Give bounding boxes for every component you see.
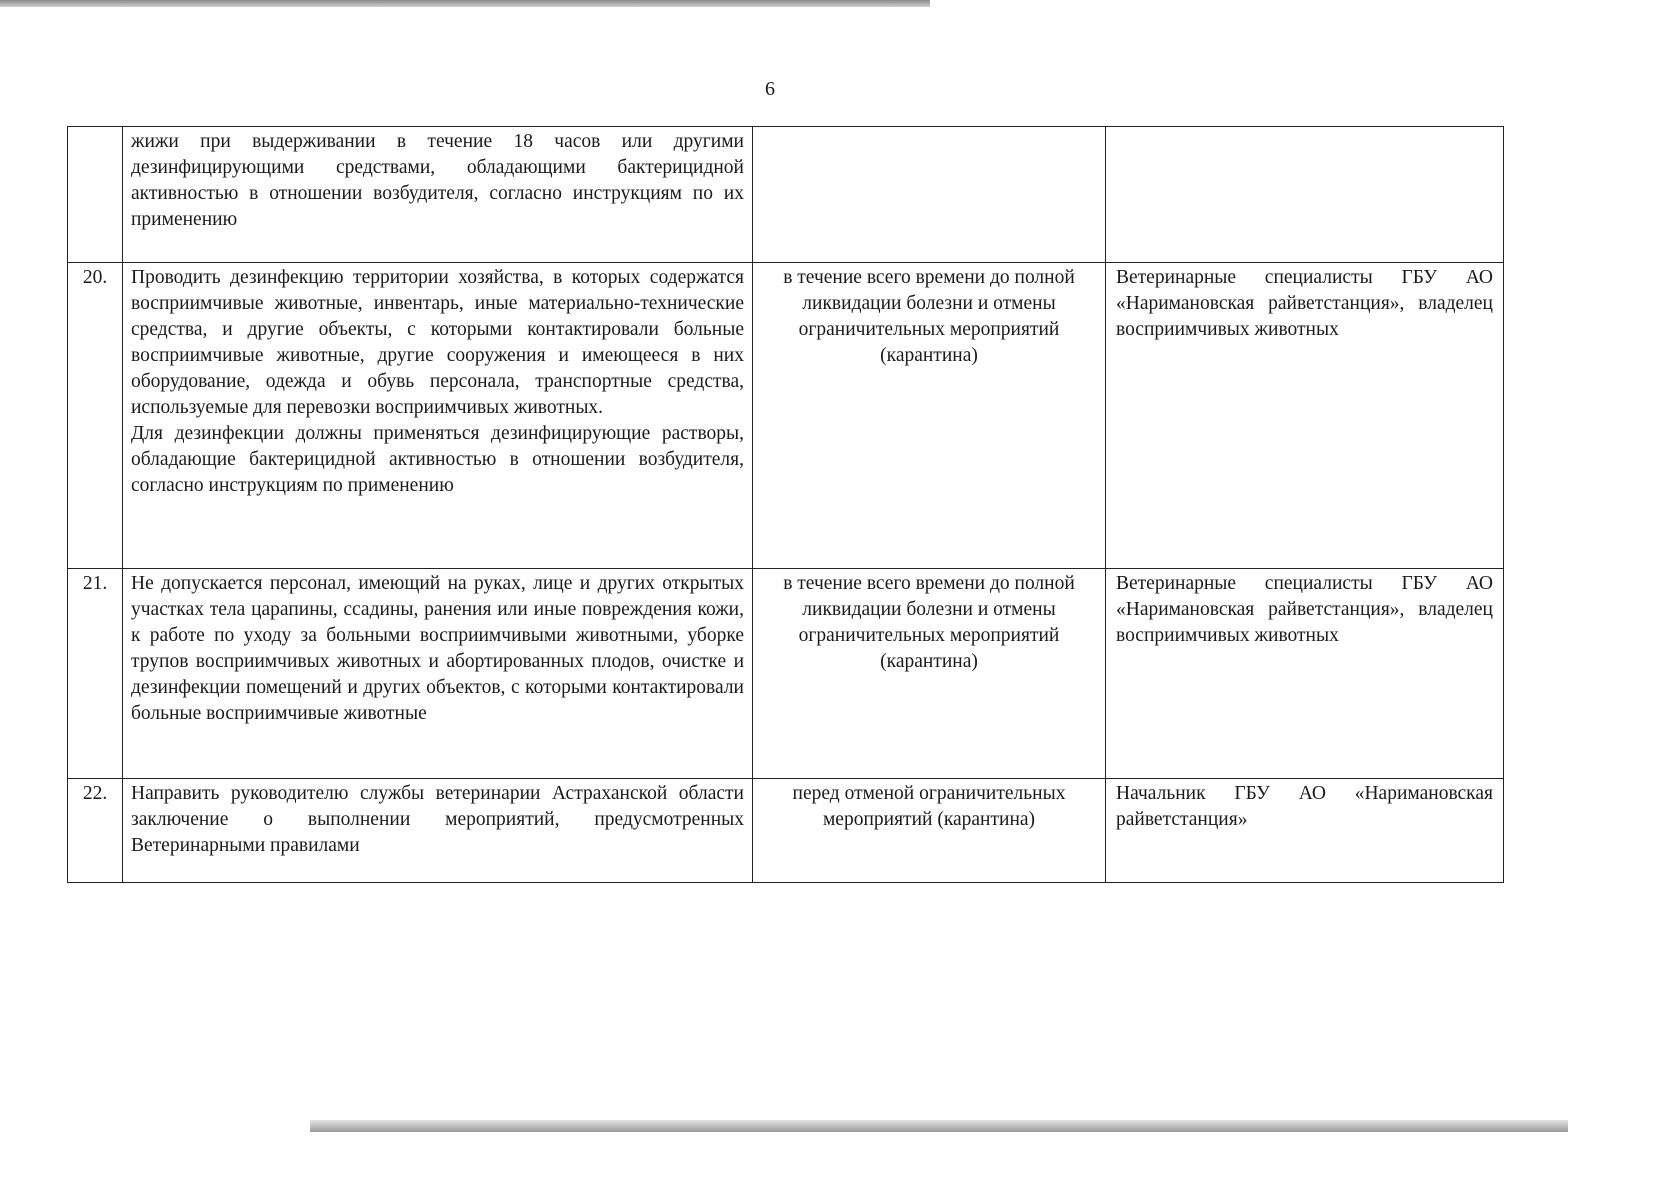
table-row	[68, 569, 1504, 779]
activity-paragraph: Проводить дезинфекцию территории хозяйства, в которых содержатся восприимчивые животные, инвентарь, иные материально-технические средства, и другие объекты, с которыми контактировали больные восприимчивые животные, другие сооружения и имеющееся в них оборудование, одежда и обувь персонала, транспортные средства, используемые для перевозки восприимчивых животных.	[131, 267, 744, 418]
row-number: 22.	[68, 779, 123, 883]
row-responsible	[1106, 127, 1504, 263]
row-responsible: Начальник ГБУ АО «Наримановская райветстанция»	[1106, 779, 1504, 883]
row-activity: жижи при выдерживании в течение 18 часов или другими дезинфицирующими средствами, обладающими бактерицидной активностью в отношении возбудителя, согласно инструкциям по их применению	[123, 127, 753, 263]
scan-edge-bottom	[310, 1120, 1568, 1132]
row-activity: Не допускается персонал, имеющий на руках, лице и других открытых участках тела царапины, ссадины, ранения или иные повреждения кожи, к работе по уходу за больными восприимчивыми животными, уборке трупов восприимчивых животных и абортированных плодов, очистке и дезинфекции помещений и других объектов, с которыми контактировали больные восприимчивые животные	[123, 569, 753, 779]
scan-edge-top	[0, 0, 930, 7]
row-activity	[123, 263, 753, 569]
row-term: в течение всего времени до полной ликвидации болезни и отмены ограничительных мероприятий (карантина)	[753, 263, 1106, 569]
row-term: перед отменой ограничительных мероприятий (карантина)	[753, 779, 1106, 883]
row-activity: Направить руководителю службы ветеринарии Астраханской области заключение о выполнении мероприятий, предусмотренных Ветеринарными правилами	[123, 779, 753, 883]
table-row	[68, 779, 1504, 883]
row-number: 21.	[68, 569, 123, 779]
page-number: 6	[765, 78, 775, 100]
row-number	[68, 127, 123, 263]
row-term: в течение всего времени до полной ликвидации болезни и отмены ограничительных мероприятий (карантина)	[753, 569, 1106, 779]
row-responsible: Ветеринарные специалисты ГБУ АО «Наримановская райветстанция», владелец восприимчивых животных	[1106, 569, 1504, 779]
row-responsible: Ветеринарные специалисты ГБУ АО «Наримановская райветстанция», владелец восприимчивых животных	[1106, 263, 1504, 569]
table-row	[68, 127, 1504, 263]
table-row	[68, 263, 1504, 569]
row-term	[753, 127, 1106, 263]
row-number: 20.	[68, 263, 123, 569]
measures-table	[67, 126, 1504, 883]
activity-paragraph: Для дезинфекции должны применяться дезинфицирующие растворы, обладающие бактерицидной активностью в отношении возбудителя, согласно инструкциям по применению	[131, 423, 744, 496]
